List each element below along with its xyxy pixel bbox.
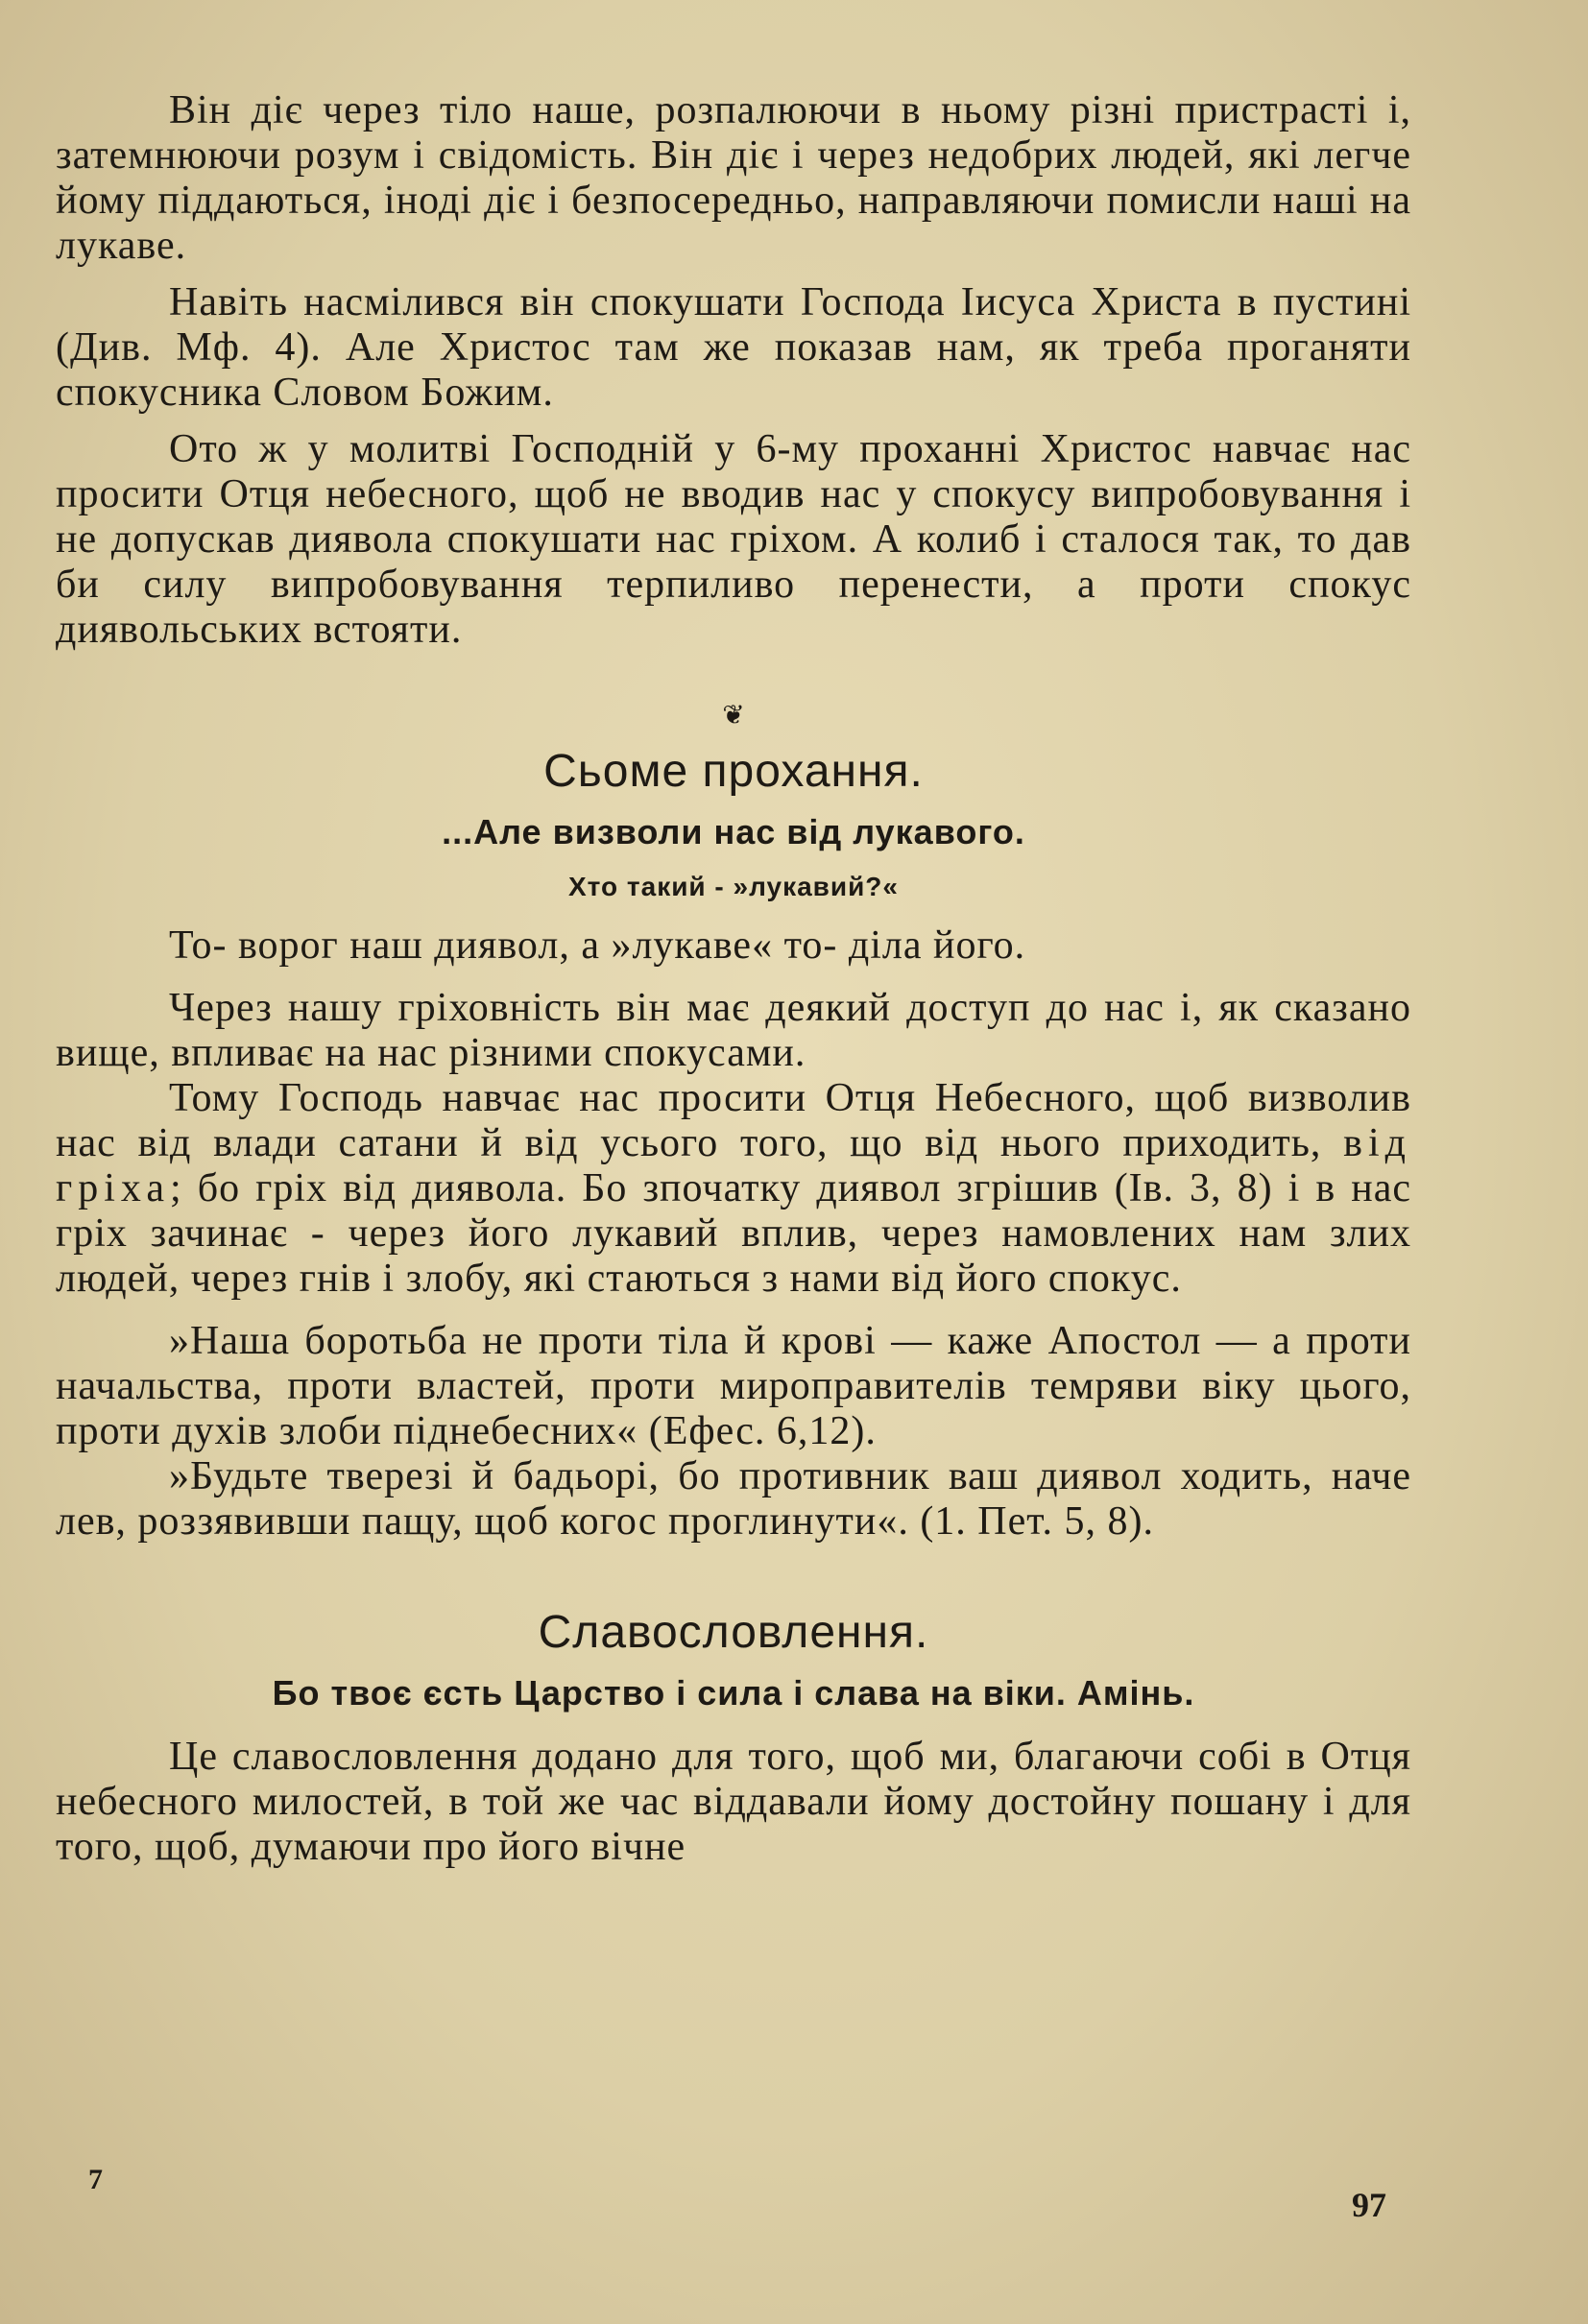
paragraph-temptation-of-christ: Навіть насмілився він спокушати Господа Іисуса Христа в пустині (Див. Мф. 4). Але Христос там же показав нам, як треба проганяти спокусника Словом Божим. xyxy=(56,280,1411,415)
page-number: 97 xyxy=(1352,2186,1386,2224)
paragraph-devil-influence: Він діє через тіло наше, розпалюючи в ньому різні пристрасті і, затемнюючи розум і свідомість. Він діє і через недобрих людей, які легче йому піддаються, іноді діє і безпосередньо, направляючи помисли наші на лукаве. xyxy=(56,88,1411,268)
section-subtitle-kingdom-power-glory: Бо твоє єсть Царство і сила і слава на віки. Амінь. xyxy=(272,1673,1195,1713)
paragraph-sinfulness-access: Через нашу гріховність він має деякий доступ до нас і, як сказано вище, впливає на нас різними спокусами. xyxy=(56,986,1411,1075)
paragraph-deliver-from-satan xyxy=(56,1076,1411,1302)
section-title-seventh-petition: Сьоме прохання. xyxy=(543,746,924,797)
paragraph-ephesians-quote: »Наша боротьба не проти тіла й крові — каже Апостол — а проти начальства, проти властей, проти мироправителів темряви віку цього, проти духів злоби піднебесних« (Ефес. 6,12). xyxy=(56,1319,1411,1453)
section-title-doxology: Славословлення. xyxy=(538,1607,929,1658)
paragraph-text-part: ; бо гріх від диявола. Бо зпочатку диявол згрішив (Ів. 3, 8) і в нас гріх зачинає - через його лукавий вплив, через намовлених нам злих людей, через гнів і злобу, які стаються з нами від його спокус. xyxy=(56,1166,1411,1301)
paragraph-peter-quote: »Будьте тверезі й бадьорі, бо противник ваш диявол ходить, наче лев, роззявивши пащу, щоб когос проглинути«. (1. Пет. 5, 8). xyxy=(56,1454,1411,1544)
paragraph-sixth-petition: Ото ж у молитві Господній у 6-му проханні Христос навчає нас просити Отця небесного, щоб не вводив нас у спокусу випробовування і не допускав диявола спокушати нас гріхом. А колиб і сталося так, то дав би силу випробовування терпиливо перенести, а проти спокус диявольських встояти. xyxy=(56,427,1411,652)
emphasized-text: від гріха xyxy=(56,1121,1411,1210)
ornament-icon: ❦ xyxy=(722,701,745,731)
section-question-who-is-evil-one: Хто такий - »лукавий?« xyxy=(568,872,899,901)
signature-mark: 7 xyxy=(88,2164,103,2195)
paragraph-text-part: Тому Господь навчає нас просити Отця Небесного, щоб визволив нас від влади сатани й від усього того, що від нього приходить, xyxy=(56,1076,1411,1165)
text-column xyxy=(56,88,1411,1870)
paragraph-enemy-devil: То- ворог наш диявол, а »лукаве« то- діла його. xyxy=(169,923,1026,968)
paragraph-doxology-explanation: Це славословлення додано для того, щоб ми, благаючи собі в Отця небесного милостей, в той же час віддавали йому достойну пошану і для того, щоб, думаючи про його вічне xyxy=(56,1735,1411,1869)
section-subtitle-deliver-us: ...Але визволи нас від лукавого. xyxy=(442,812,1025,851)
